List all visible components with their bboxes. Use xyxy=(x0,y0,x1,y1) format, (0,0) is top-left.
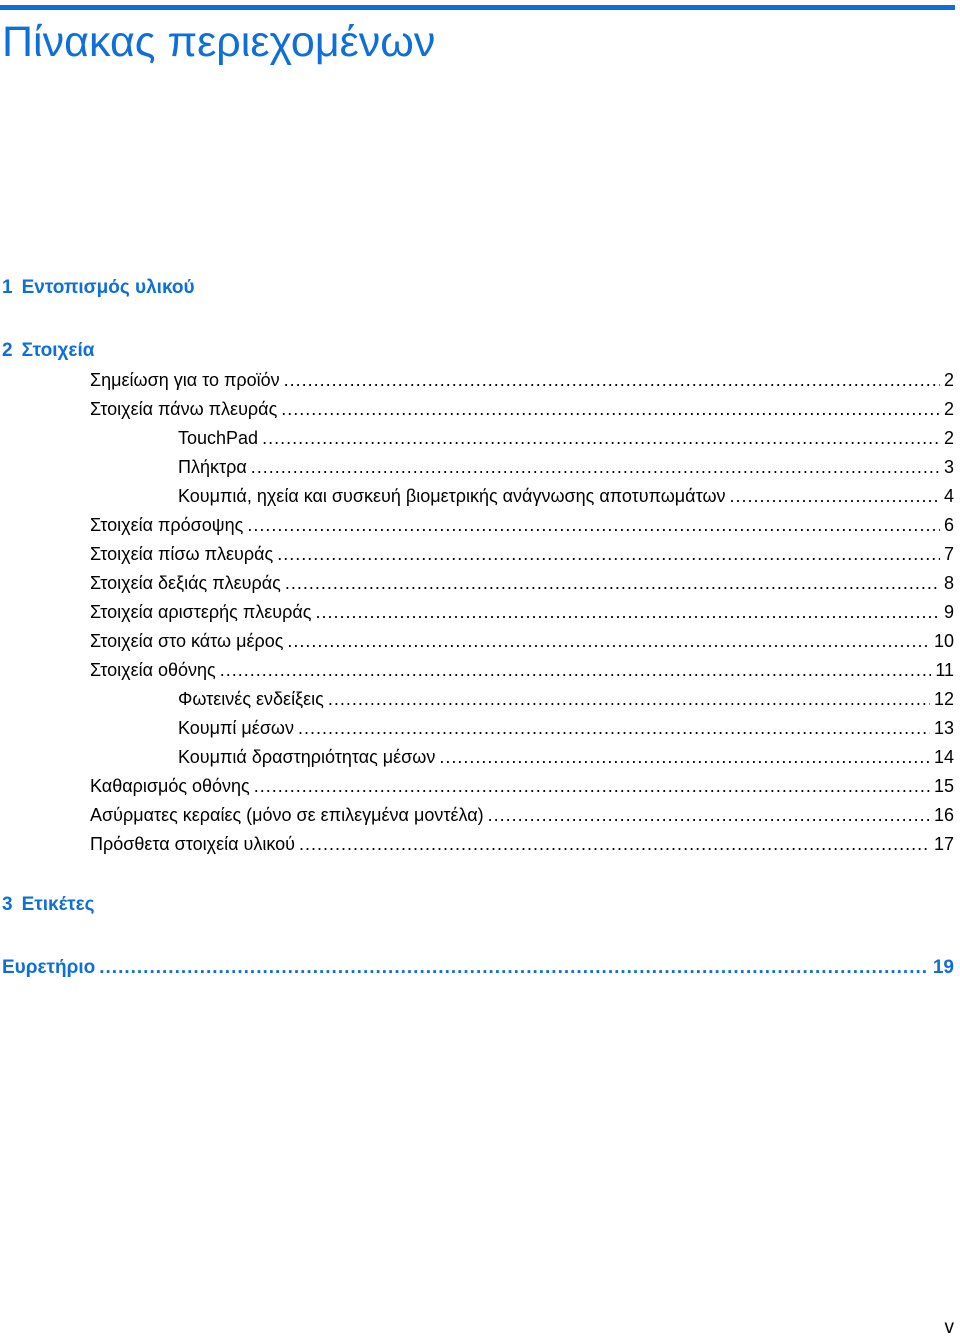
dot-leader xyxy=(220,658,932,682)
toc-chapter-2[interactable] xyxy=(2,339,94,363)
page-title: Πίνακας περιεχομένων xyxy=(2,18,436,66)
dot-leader xyxy=(262,426,940,450)
toc-entry-media-button[interactable] xyxy=(178,716,954,740)
toc-entry-page: 10 xyxy=(933,631,954,651)
toc-entry-wireless-antennas[interactable] xyxy=(90,803,954,827)
toc-entry-page: 8 xyxy=(943,573,954,593)
toc-entry-right-side-components[interactable] xyxy=(90,571,954,595)
toc-entry-front-components[interactable] xyxy=(90,513,954,537)
toc-entry-label: Κουμπιά, ηχεία και συσκευή βιομετρικής ανάγνωσης αποτυπωμάτων xyxy=(178,486,726,506)
toc-entry-cleaning-display[interactable] xyxy=(90,774,954,798)
toc-entry-page: 16 xyxy=(933,805,954,825)
toc-entry-page: 9 xyxy=(943,602,954,622)
page-number: v xyxy=(944,1317,954,1338)
toc-entry-label: Στοιχεία στο κάτω μέρος xyxy=(90,631,284,651)
toc-entry-page: 15 xyxy=(933,776,954,796)
toc-entry-label: TouchPad xyxy=(178,428,259,448)
toc-entry-media-activity-buttons[interactable] xyxy=(178,745,954,769)
dot-leader xyxy=(251,455,940,479)
toc-entry-label: Στοιχεία δεξιάς πλευράς xyxy=(90,573,281,593)
toc-entry-page: 2 xyxy=(943,428,954,448)
toc-entry-label: Στοιχεία πρόσοψης xyxy=(90,515,244,535)
dot-leader xyxy=(287,629,930,653)
toc-entry-label: Στοιχεία πάνω πλευράς xyxy=(90,399,278,419)
toc-entry-label: Κουμπί μέσων xyxy=(178,718,294,738)
chapter-number: 1 xyxy=(2,277,13,298)
header-rule xyxy=(0,5,955,10)
toc-entry-label: Κουμπιά δραστηριότητας μέσων xyxy=(178,747,436,767)
dot-leader xyxy=(439,745,930,769)
toc-entry-additional-hardware[interactable] xyxy=(90,832,954,856)
toc-entry-left-side-components[interactable] xyxy=(90,600,954,624)
toc-entry-page: 3 xyxy=(943,457,954,477)
toc-entry-page: 17 xyxy=(933,834,954,854)
toc-entry-rear-components[interactable] xyxy=(90,542,954,566)
dot-leader xyxy=(281,397,940,421)
dot-leader xyxy=(99,956,929,980)
toc-entry-buttons-speakers-fingerprint[interactable] xyxy=(178,484,954,508)
toc-entry-page: 11 xyxy=(935,660,954,680)
dot-leader xyxy=(285,571,940,595)
dot-leader xyxy=(254,774,930,798)
dot-leader xyxy=(730,484,940,508)
dot-leader xyxy=(298,716,930,740)
toc-entry-label: Ασύρματες κεραίες (μόνο σε επιλεγμένα μοντέλα) xyxy=(90,805,484,825)
toc-entry-page: 14 xyxy=(933,747,954,767)
toc-entry-label: Φωτεινές ενδείξεις xyxy=(178,689,324,709)
chapter-title: Εντοπισμός υλικού xyxy=(21,277,195,298)
toc-entry-label: Σημείωση για το προϊόν xyxy=(90,370,280,390)
dot-leader xyxy=(488,803,930,827)
toc-chapter-3[interactable] xyxy=(2,893,95,917)
toc-entry-page: 7 xyxy=(943,544,954,564)
chapter-title: Ετικέτες xyxy=(21,894,95,915)
toc-entry-touchpad[interactable] xyxy=(178,426,954,450)
toc-entry-top-components[interactable] xyxy=(90,397,954,421)
toc-entry-page: 19 xyxy=(932,957,954,978)
toc-entry-label: Στοιχεία οθόνης xyxy=(90,660,216,680)
dot-leader xyxy=(299,832,930,856)
toc-chapter-1[interactable] xyxy=(2,276,195,300)
dot-leader xyxy=(277,542,940,566)
toc-entry-label: Καθαρισμός οθόνης xyxy=(90,776,250,796)
toc-entry-page: 12 xyxy=(933,689,954,709)
toc-entry-label: Στοιχεία αριστερής πλευράς xyxy=(90,602,312,622)
toc-entry-page: 4 xyxy=(943,486,954,506)
dot-leader xyxy=(284,368,940,392)
toc-index-entry[interactable] xyxy=(2,956,954,980)
chapter-number: 2 xyxy=(2,340,13,361)
toc-entry-page: 2 xyxy=(943,399,954,419)
chapter-title: Στοιχεία xyxy=(21,340,95,361)
toc-entry-bottom-components[interactable] xyxy=(90,629,954,653)
toc-entry-page: 6 xyxy=(943,515,954,535)
toc-entry-label: Ευρετήριο xyxy=(2,957,96,978)
toc-entry-label: Πρόσθετα στοιχεία υλικού xyxy=(90,834,295,854)
toc-entry-lights[interactable] xyxy=(178,687,954,711)
dot-leader xyxy=(247,513,940,537)
toc-entry-display-components[interactable] xyxy=(90,658,954,682)
toc-entry-product-notice[interactable] xyxy=(90,368,954,392)
dot-leader xyxy=(328,687,930,711)
toc-entry-label: Πλήκτρα xyxy=(178,457,247,477)
toc-entry-keys[interactable] xyxy=(178,455,954,479)
toc-entry-page: 13 xyxy=(933,718,954,738)
chapter-number: 3 xyxy=(2,894,13,915)
toc-entry-label: Στοιχεία πίσω πλευράς xyxy=(90,544,274,564)
dot-leader xyxy=(315,600,940,624)
toc-entry-page: 2 xyxy=(943,370,954,390)
